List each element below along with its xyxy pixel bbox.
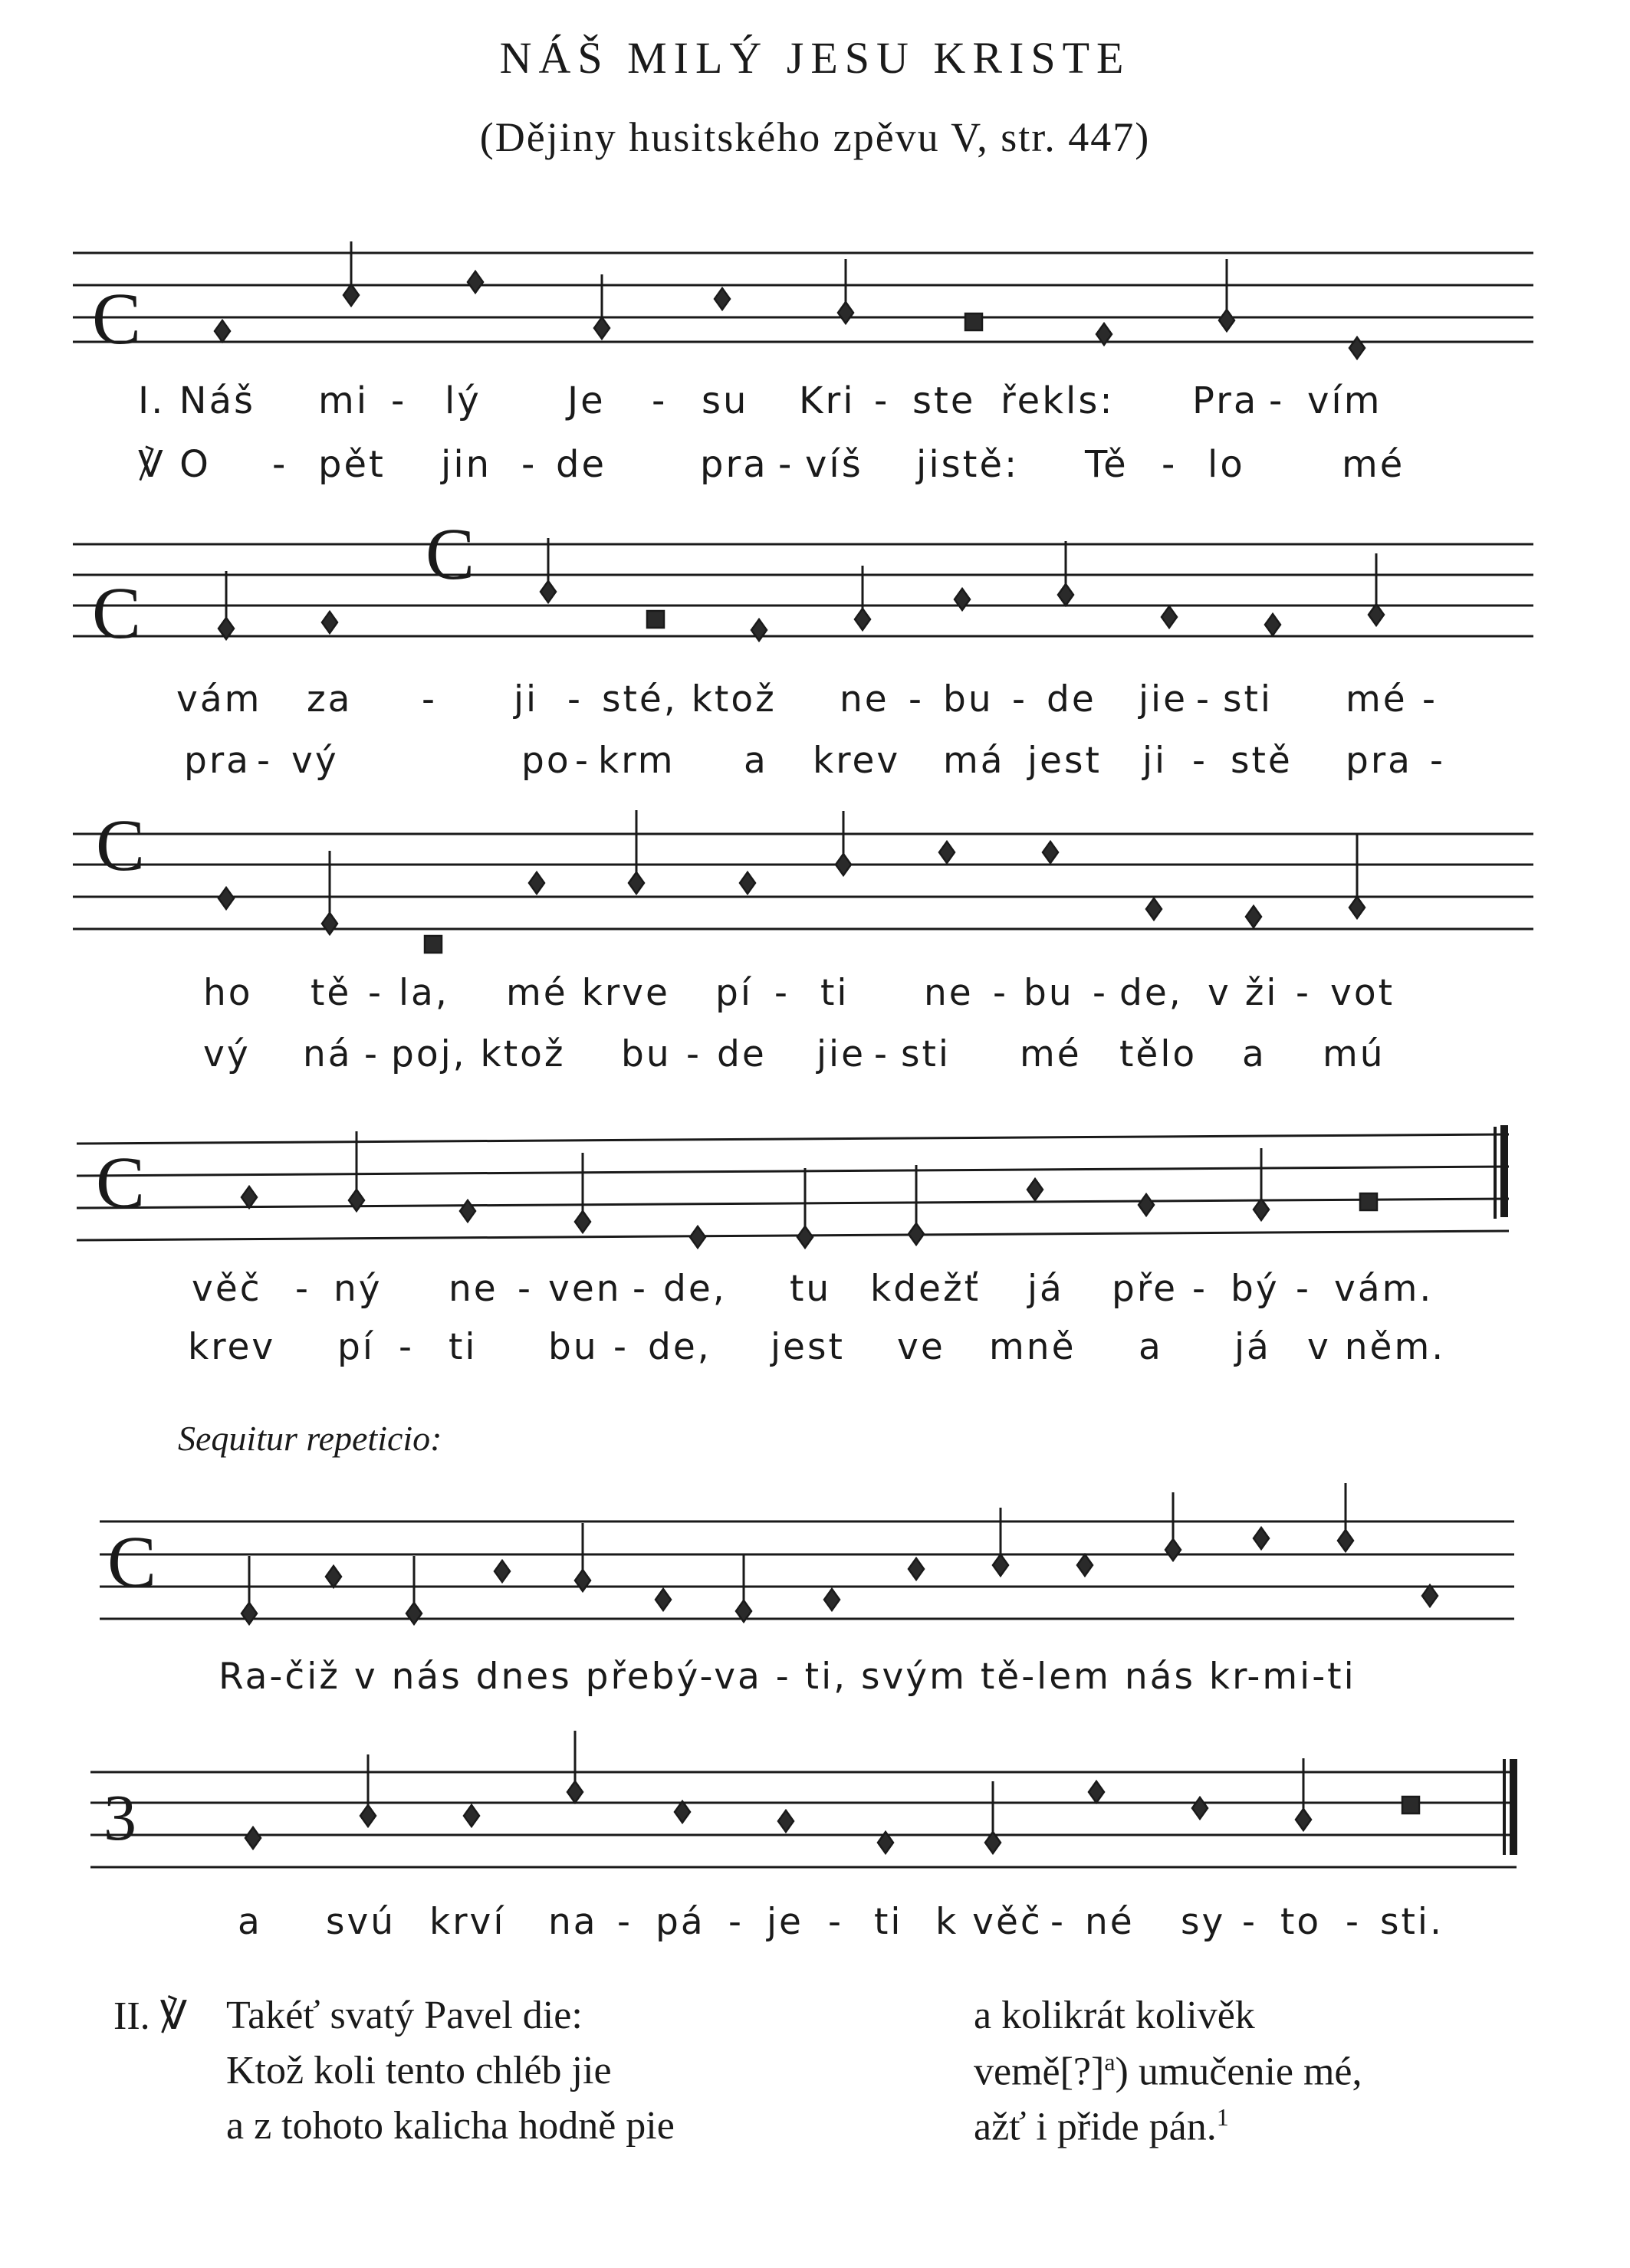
note-head <box>322 913 337 934</box>
song-title: NÁŠ MILÝ JESU KRISTE <box>499 33 1131 83</box>
note-head <box>838 302 853 323</box>
note-head <box>594 317 610 339</box>
note-head <box>1369 604 1384 625</box>
note-head <box>1165 1539 1181 1561</box>
note-head <box>824 1589 840 1610</box>
note-head <box>215 320 230 342</box>
verse2-left-3: a z tohoto kalicha hodně pie <box>226 2104 675 2148</box>
staff-5 <box>100 1521 1514 1619</box>
note-head <box>349 1190 364 1211</box>
note-head <box>1146 898 1162 920</box>
note-head <box>1077 1554 1093 1576</box>
note-head <box>1219 310 1234 331</box>
note-head <box>965 313 982 330</box>
note-head <box>629 872 644 894</box>
note-head <box>797 1226 813 1248</box>
note-head <box>939 842 955 863</box>
note-head <box>993 1554 1008 1576</box>
sequitur-label: Sequitur repeticio: <box>178 1419 442 1458</box>
note-head <box>715 288 730 310</box>
note-head <box>740 872 755 894</box>
note-head <box>1139 1194 1154 1216</box>
note-head <box>1254 1199 1269 1220</box>
note-head <box>575 1570 590 1591</box>
verse2-left-1: Takéť svatý Pavel die: <box>226 1994 583 2037</box>
note-head <box>1349 337 1365 359</box>
note-head <box>1027 1179 1043 1200</box>
note-head <box>360 1805 376 1827</box>
note-head <box>1089 1781 1104 1803</box>
note-head <box>242 1187 257 1208</box>
clef-5: C <box>107 1521 157 1603</box>
note-head <box>1254 1528 1269 1549</box>
note-head <box>1296 1809 1311 1830</box>
staff-3 <box>73 834 1533 929</box>
note-head <box>647 611 664 628</box>
staff-2 <box>73 544 1533 636</box>
note-head <box>1265 614 1280 635</box>
note-head <box>575 1211 590 1232</box>
note-head <box>778 1810 794 1832</box>
staff-1 <box>73 253 1533 342</box>
verse2-left-2: Ktož koli tento chléb jie <box>226 2049 612 2092</box>
clef-3: C <box>96 804 146 886</box>
note-head <box>242 1603 257 1624</box>
note-head <box>1402 1797 1419 1813</box>
note-head <box>1058 584 1073 606</box>
verse2-right-2: vemě[?]$^a$) umučenie mé, <box>974 2048 1362 2094</box>
lyric-row-5: Ra-čiž v nás dnes přebý-va - ti, svým tě-lem nás kr-mi-ti <box>219 1656 1356 1698</box>
note-head <box>1422 1585 1438 1607</box>
note-head <box>460 1200 475 1222</box>
note-head <box>909 1223 924 1245</box>
note-head <box>322 612 337 633</box>
note-head <box>425 936 442 953</box>
note-head <box>1043 842 1058 863</box>
note-head <box>855 609 870 630</box>
note-head <box>675 1801 690 1823</box>
note-head <box>567 1781 583 1803</box>
note-head <box>495 1561 510 1582</box>
note-head <box>1338 1530 1353 1551</box>
verse2-number: II. ℣ <box>113 1994 188 2038</box>
clef-4: C <box>96 1141 146 1223</box>
clef-1: C <box>92 277 142 359</box>
note-head <box>464 1805 479 1827</box>
note-head <box>1349 897 1365 918</box>
clef-mid: C <box>426 513 475 595</box>
note-head <box>468 271 483 293</box>
verse2-right-3: ažť i přide pán.$^1$ <box>974 2103 1229 2149</box>
note-head <box>690 1226 705 1248</box>
song-source: (Dějiny husitského zpěvu V, str. 447) <box>479 114 1151 160</box>
note-head <box>343 284 359 306</box>
note-head <box>219 888 234 909</box>
verse2-right-1: a kolikrát kolivěk <box>974 1994 1255 2037</box>
note-head <box>529 872 544 894</box>
note-head <box>656 1589 671 1610</box>
note-head <box>1162 606 1177 628</box>
clef-6: 3 <box>104 1781 136 1854</box>
note-head <box>751 619 767 641</box>
note-head <box>406 1603 422 1624</box>
note-head <box>245 1827 261 1849</box>
staff-4 <box>77 1134 1509 1240</box>
clef-2: C <box>92 572 142 654</box>
note-head <box>1246 906 1261 927</box>
note-head <box>955 589 970 610</box>
note-head <box>909 1558 924 1580</box>
note-head <box>1360 1193 1377 1210</box>
note-head <box>326 1566 341 1587</box>
note-head <box>836 854 851 875</box>
note-head <box>541 581 556 602</box>
note-head <box>1192 1797 1208 1819</box>
